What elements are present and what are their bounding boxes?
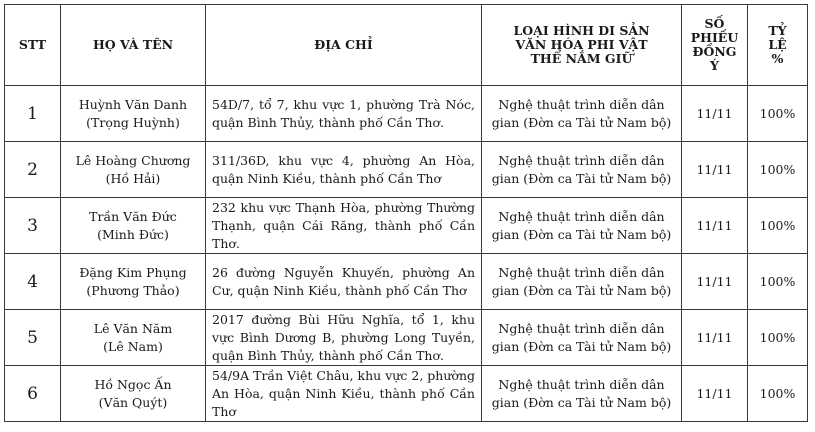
person-name: Trần Văn Đức bbox=[89, 208, 177, 224]
cell-address: 311/36D, khu vực 4, phường An Hòa, quận Ninh Kiều, thành phố Cần Thơ bbox=[206, 142, 482, 198]
person-name: Đặng Kim Phụng bbox=[79, 264, 187, 280]
cell-address: 54D/7, tổ 7, khu vực 1, phường Trà Nóc, quận Bình Thủy, thành phố Cần Thơ. bbox=[206, 86, 482, 142]
cell-votes: 11/11 bbox=[682, 366, 748, 422]
cell-address: 232 khu vực Thạnh Hòa, phường Thường Thạnh, quận Cái Răng, thành phố Cần Thơ. bbox=[206, 198, 482, 254]
cell-votes: 11/11 bbox=[682, 198, 748, 254]
table-row bbox=[5, 366, 808, 422]
cell-name bbox=[61, 366, 206, 422]
cell-rate: 100% bbox=[748, 198, 808, 254]
person-alias: (Trọng Huỳnh) bbox=[86, 114, 180, 130]
person-alias: (Phương Thảo) bbox=[86, 282, 180, 298]
table-row bbox=[5, 310, 808, 366]
cell-stt: 1 bbox=[5, 86, 61, 142]
person-name: Lê Văn Năm bbox=[93, 320, 173, 336]
cell-votes: 11/11 bbox=[682, 254, 748, 310]
cell-address: 54/9A Trần Việt Châu, khu vực 2, phường An Hòa, quận Ninh Kiều, thành phố Cần Thơ bbox=[206, 366, 482, 422]
header-row bbox=[5, 5, 808, 86]
cell-name bbox=[61, 142, 206, 198]
header-address: ĐỊA CHỈ bbox=[206, 5, 482, 86]
cell-heritage: Nghệ thuật trình diễn dân gian (Đờn ca Tài tử Nam bộ) bbox=[482, 198, 682, 254]
cell-stt: 5 bbox=[5, 310, 61, 366]
cell-name bbox=[61, 86, 206, 142]
cell-name bbox=[61, 254, 206, 310]
table-row bbox=[5, 198, 808, 254]
person-alias: (Văn Quýt) bbox=[98, 394, 168, 410]
person-name: Hồ Ngọc Ấn bbox=[94, 376, 172, 392]
header-stt: STT bbox=[5, 5, 61, 86]
cell-votes: 11/11 bbox=[682, 86, 748, 142]
cell-name bbox=[61, 310, 206, 366]
header-heritage: LOẠI HÌNH DI SẢN VĂN HÓA PHI VẬT THỂ NẮM GIỮ bbox=[482, 5, 682, 86]
cell-address: 26 đường Nguyễn Khuyến, phường An Cư, quận Ninh Kiều, thành phố Cần Thơ bbox=[206, 254, 482, 310]
cell-address: 2017 đường Bùi Hữu Nghĩa, tổ 1, khu vực Bình Dương B, phường Long Tuyền, quận Bình Thủy, thành phố Cần Thơ. bbox=[206, 310, 482, 366]
cell-stt: 3 bbox=[5, 198, 61, 254]
person-name: Lê Hoàng Chương bbox=[75, 152, 191, 168]
cell-rate: 100% bbox=[748, 366, 808, 422]
cell-rate: 100% bbox=[748, 142, 808, 198]
person-alias: (Lê Nam) bbox=[103, 338, 163, 354]
person-alias: (Hồ Hải) bbox=[105, 170, 161, 186]
table-row bbox=[5, 254, 808, 310]
cell-heritage: Nghệ thuật trình diễn dân gian (Đờn ca Tài tử Nam bộ) bbox=[482, 254, 682, 310]
table-row bbox=[5, 86, 808, 142]
cell-heritage: Nghệ thuật trình diễn dân gian (Đờn ca Tài tử Nam bộ) bbox=[482, 142, 682, 198]
cell-heritage: Nghệ thuật trình diễn dân gian (Đờn ca Tài tử Nam bộ) bbox=[482, 310, 682, 366]
header-name: HỌ VÀ TÊN bbox=[61, 5, 206, 86]
cell-stt: 6 bbox=[5, 366, 61, 422]
cell-votes: 11/11 bbox=[682, 142, 748, 198]
cell-rate: 100% bbox=[748, 254, 808, 310]
table-row bbox=[5, 142, 808, 198]
artisan-table bbox=[4, 4, 808, 422]
cell-heritage: Nghệ thuật trình diễn dân gian (Đờn ca Tài tử Nam bộ) bbox=[482, 366, 682, 422]
cell-name bbox=[61, 198, 206, 254]
cell-votes: 11/11 bbox=[682, 310, 748, 366]
header-rate: TỶ LỆ % bbox=[748, 5, 808, 86]
cell-stt: 4 bbox=[5, 254, 61, 310]
person-alias: (Minh Đức) bbox=[97, 226, 169, 242]
cell-stt: 2 bbox=[5, 142, 61, 198]
cell-rate: 100% bbox=[748, 86, 808, 142]
header-votes: SỐ PHIẾU ĐỒNG Ý bbox=[682, 5, 748, 86]
cell-rate: 100% bbox=[748, 310, 808, 366]
cell-heritage: Nghệ thuật trình diễn dân gian (Đờn ca Tài tử Nam bộ) bbox=[482, 86, 682, 142]
person-name: Huỳnh Văn Danh bbox=[78, 96, 188, 112]
